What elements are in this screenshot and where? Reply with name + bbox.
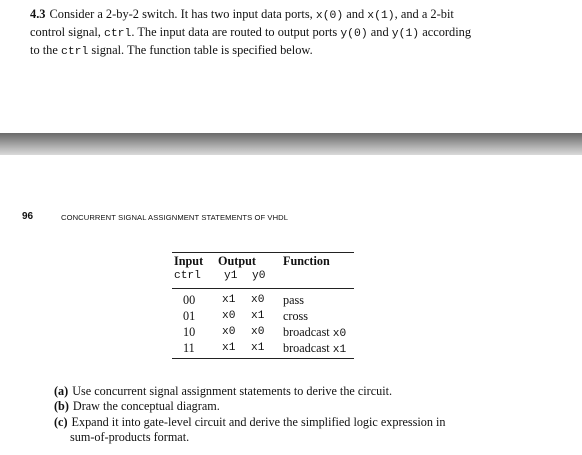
code-span: ctrl bbox=[104, 28, 132, 41]
item-label: (b) bbox=[54, 399, 69, 414]
item-label: (a) bbox=[54, 384, 69, 398]
problem-line-1 bbox=[30, 6, 530, 24]
code-span: y(0) bbox=[340, 28, 368, 41]
item-text: sum-of-products format. bbox=[70, 430, 190, 445]
row-y0: x0 bbox=[251, 294, 265, 306]
row-ctrl: 00 bbox=[183, 293, 196, 307]
problem-line-3 bbox=[30, 42, 530, 60]
row-ctrl: 10 bbox=[183, 325, 196, 339]
question-item bbox=[54, 399, 524, 414]
header-y1: y1 bbox=[224, 270, 238, 282]
function-text: pass bbox=[283, 293, 304, 307]
row-y0: x1 bbox=[251, 342, 265, 354]
page-number: 96 bbox=[22, 211, 34, 222]
row-y1: x1 bbox=[222, 342, 236, 354]
function-table bbox=[172, 252, 354, 360]
item-text: Draw the conceptual diagram. bbox=[72, 399, 220, 414]
row-y0: x0 bbox=[251, 326, 265, 338]
row-function bbox=[283, 341, 346, 356]
row-function bbox=[283, 309, 308, 324]
text-span: according bbox=[419, 25, 472, 40]
function-signal: x1 bbox=[332, 344, 347, 356]
item-label: (c) bbox=[54, 414, 68, 429]
page-separator-band bbox=[0, 133, 582, 155]
table-rule-bottom bbox=[172, 358, 354, 359]
code-span: ctrl bbox=[60, 46, 89, 59]
item-text: Expand it into gate-level circuit and derive the simplified logic expression in bbox=[71, 414, 446, 429]
item-text: Use concurrent signal assignment statements to derive the circuit. bbox=[72, 384, 393, 398]
row-function bbox=[283, 325, 346, 340]
problem-statement bbox=[30, 6, 530, 61]
code-span: x(1) bbox=[367, 10, 395, 22]
text-span: . The input data are routed to output ports bbox=[131, 25, 341, 40]
text-span: and bbox=[367, 25, 392, 40]
header-y0: y0 bbox=[252, 270, 266, 282]
text-span: signal. The function table is specified below. bbox=[88, 43, 313, 58]
code-span: y(1) bbox=[391, 28, 420, 41]
header-input: Input bbox=[174, 254, 204, 268]
row-ctrl: 01 bbox=[183, 309, 196, 323]
table-rule-mid bbox=[172, 288, 354, 289]
function-text: cross bbox=[283, 309, 309, 323]
header-output: Output bbox=[218, 254, 256, 268]
text-span: Consider a 2-by-2 switch. It has two input data ports, bbox=[49, 7, 316, 21]
text-span: , and a 2-bit bbox=[394, 7, 454, 21]
row-y1: x0 bbox=[222, 326, 236, 338]
text-span: control signal, bbox=[30, 25, 104, 40]
problem-line-2 bbox=[30, 24, 530, 42]
function-text: broadcast bbox=[283, 341, 333, 355]
function-text: broadcast bbox=[283, 325, 333, 339]
row-y1: x1 bbox=[222, 294, 236, 306]
text-span: and bbox=[343, 7, 368, 21]
question-item-continued bbox=[54, 430, 524, 445]
question-item bbox=[54, 384, 524, 399]
text-span: to the bbox=[30, 43, 61, 58]
table-rule-top bbox=[172, 252, 354, 253]
running-head: CONCURRENT SIGNAL ASSIGNMENT STATEMENTS OF VHDL bbox=[61, 213, 289, 222]
row-y0: x1 bbox=[251, 310, 265, 322]
row-y1: x0 bbox=[222, 310, 236, 322]
row-function bbox=[283, 293, 304, 308]
header-function: Function bbox=[283, 254, 330, 268]
problem-number: 4.3 bbox=[30, 7, 46, 21]
header-ctrl: ctrl bbox=[174, 270, 201, 282]
sub-questions bbox=[54, 384, 524, 446]
question-item bbox=[54, 415, 524, 430]
function-signal: x0 bbox=[332, 328, 347, 340]
code-span: x(0) bbox=[315, 10, 344, 22]
row-ctrl: 11 bbox=[183, 341, 195, 355]
